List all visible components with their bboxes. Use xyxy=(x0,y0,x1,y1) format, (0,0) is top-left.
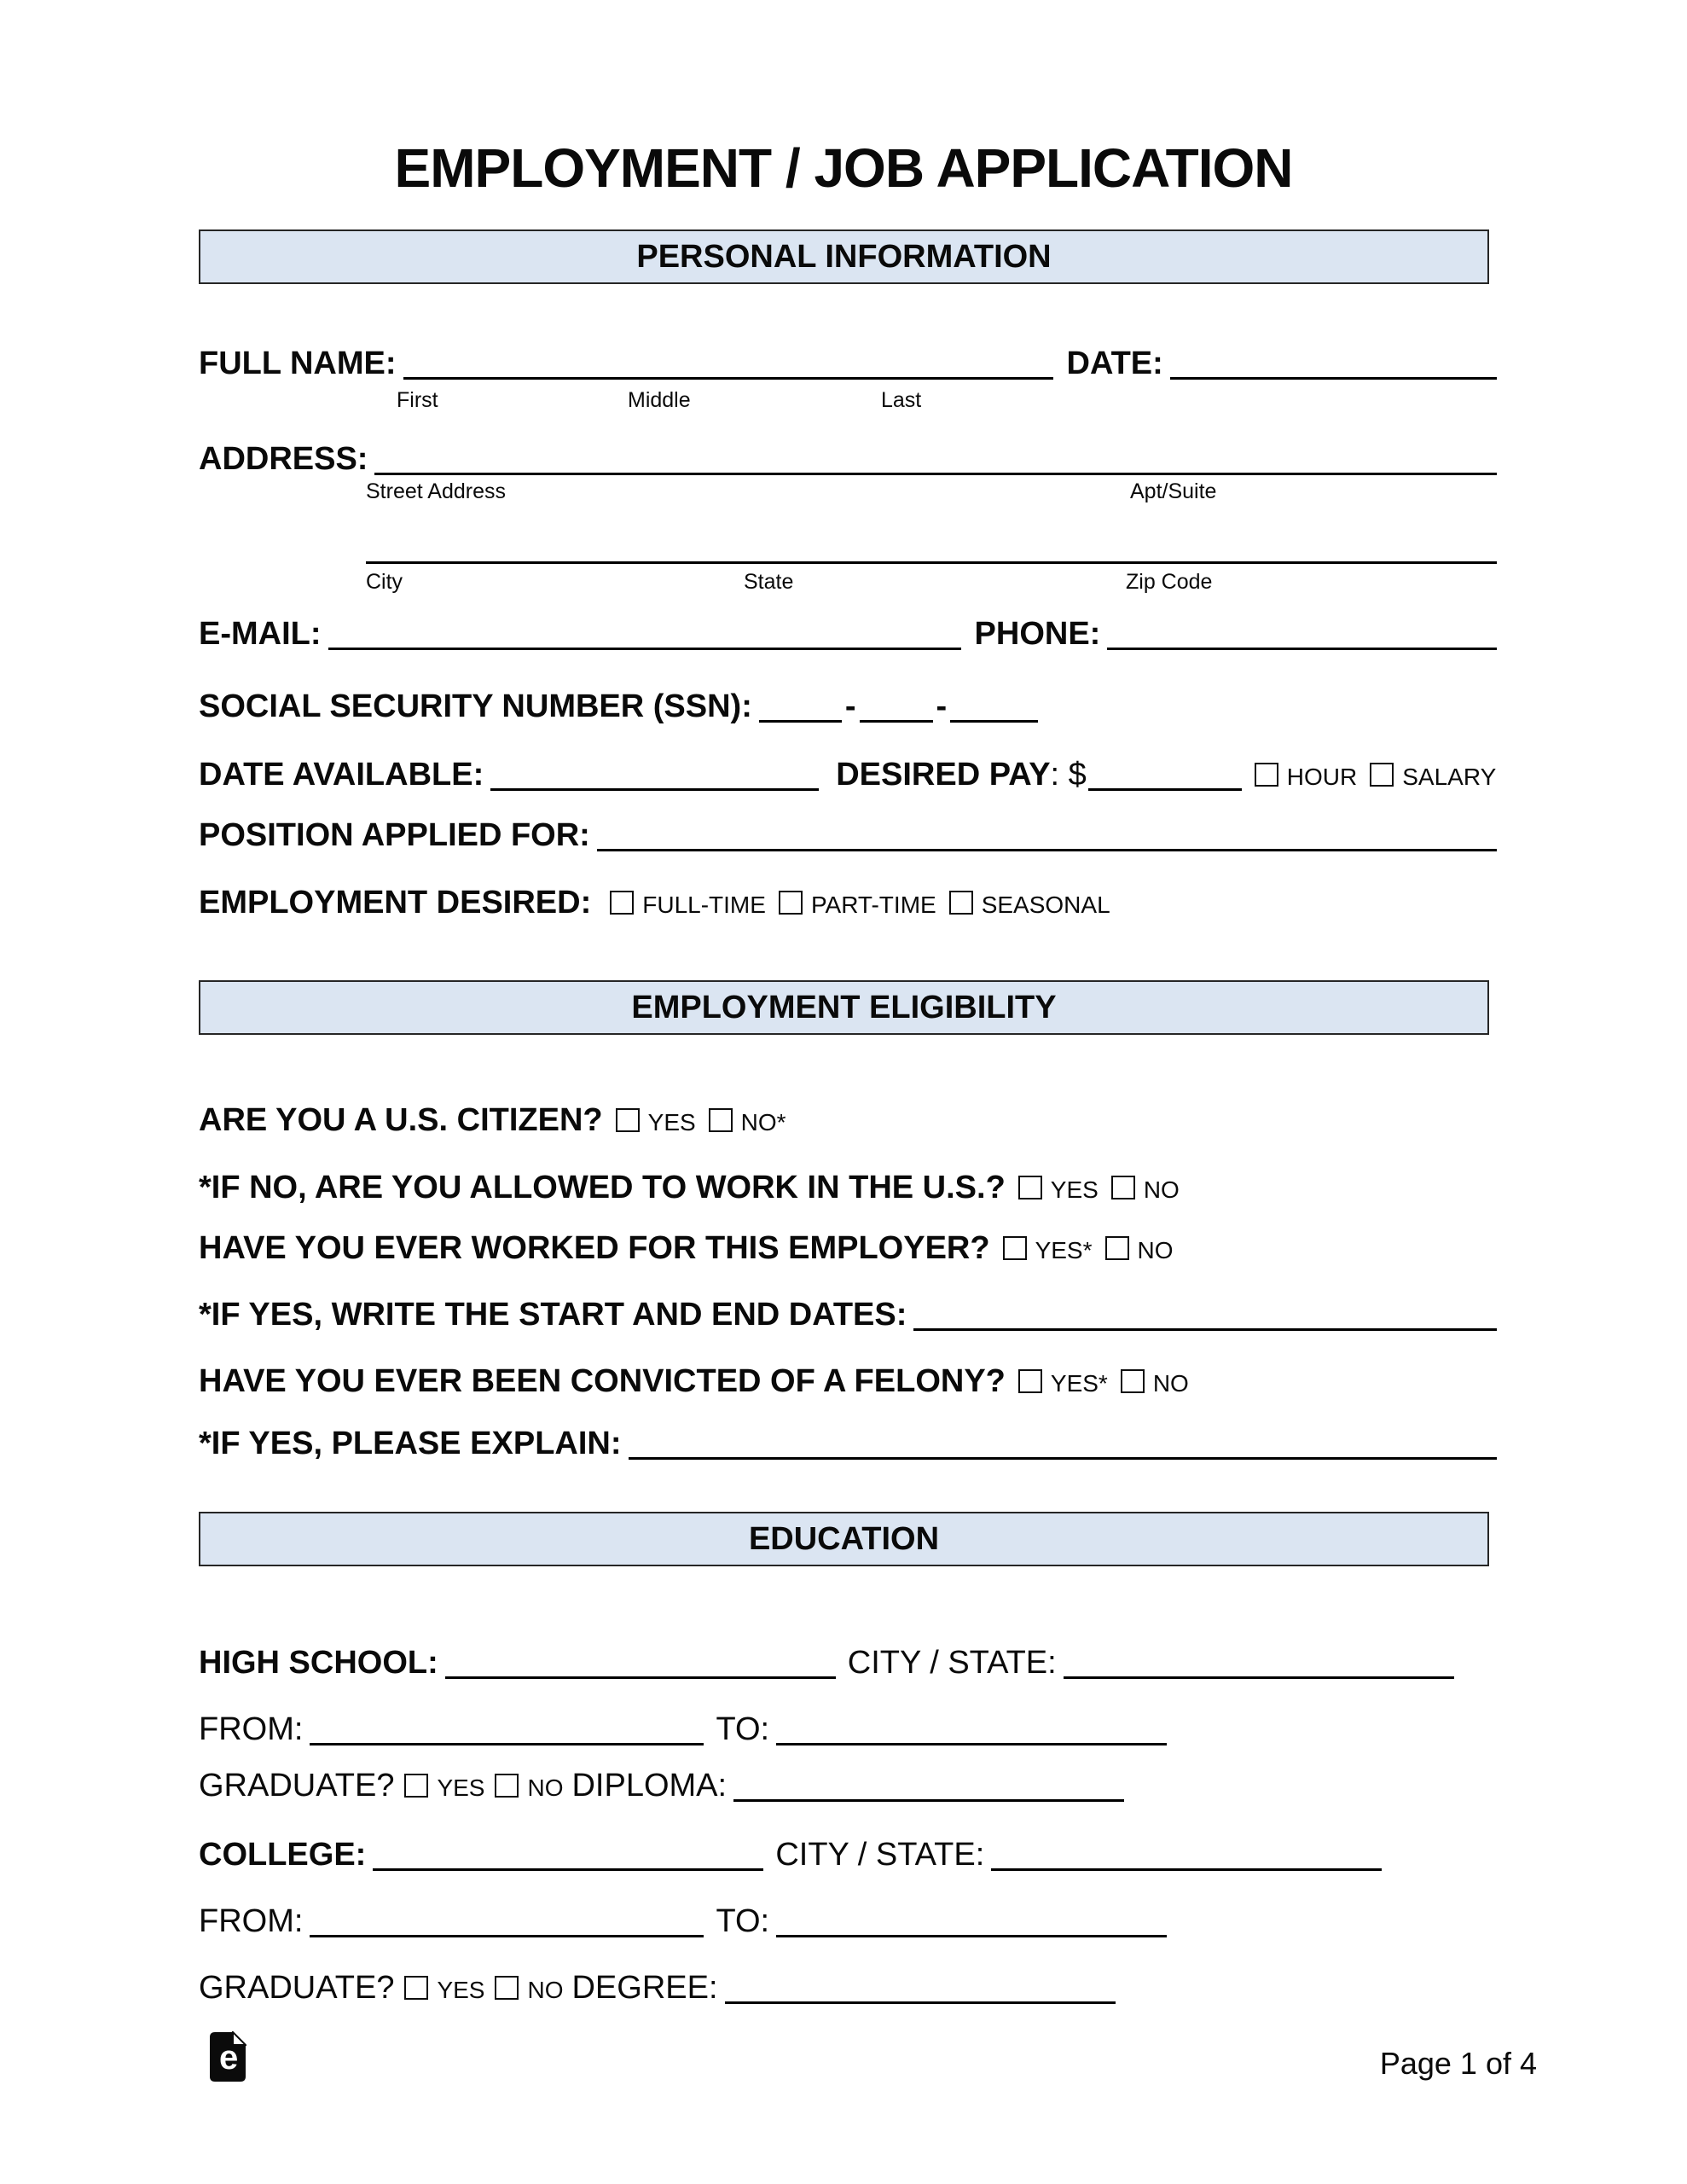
street-address-sublabel: Street Address xyxy=(366,479,506,503)
phone-input[interactable] xyxy=(1107,648,1497,650)
high-school-name-input[interactable] xyxy=(445,1676,836,1679)
address-label: ADDRESS: xyxy=(199,441,368,477)
svg-text:e: e xyxy=(219,2039,239,2077)
allowed-no-checkbox[interactable] xyxy=(1111,1176,1135,1199)
college-to-label: TO: xyxy=(716,1903,770,1939)
page-number: Page 1 of 4 xyxy=(1379,2046,1537,2081)
middle-sublabel: Middle xyxy=(628,388,691,412)
allowed-to-work-row xyxy=(199,1169,1180,1209)
felony-explain-label: *IF YES, PLEASE EXPLAIN: xyxy=(199,1426,622,1461)
ssn-label: SOCIAL SECURITY NUMBER (SSN): xyxy=(199,688,752,724)
desired-pay-label: DESIRED PAY xyxy=(836,757,1051,793)
salary-checkbox[interactable] xyxy=(1370,763,1394,787)
position-row xyxy=(199,816,1497,854)
worked-no-label: NO xyxy=(1137,1237,1174,1263)
hour-checkbox-label: HOUR xyxy=(1286,764,1358,790)
hs-from-to-row xyxy=(199,1711,1167,1748)
date-label: DATE: xyxy=(1066,346,1163,381)
seasonal-checkbox[interactable] xyxy=(949,891,973,915)
part-time-checkbox-label: PART-TIME xyxy=(810,892,936,918)
full-name-row xyxy=(199,345,1497,382)
employment-desired-label: EMPLOYMENT DESIRED: xyxy=(199,885,592,921)
worked-yes-checkbox[interactable] xyxy=(1003,1236,1027,1260)
college-graduate-label: GRADUATE? xyxy=(199,1970,395,2006)
college-row xyxy=(199,1836,1382,1873)
hs-to-input[interactable] xyxy=(776,1743,1167,1745)
hs-graduate-no-label: NO xyxy=(527,1774,564,1801)
date-available-pay-row xyxy=(199,756,1496,796)
worked-no-checkbox[interactable] xyxy=(1105,1236,1129,1260)
last-sublabel: Last xyxy=(881,388,922,412)
felony-no-label: NO xyxy=(1152,1370,1189,1397)
date-input[interactable] xyxy=(1170,377,1497,380)
hs-graduate-row xyxy=(199,1767,1124,1807)
college-label: COLLEGE: xyxy=(199,1837,367,1873)
citizen-yes-label: YES xyxy=(647,1109,696,1136)
date-available-input[interactable] xyxy=(490,788,819,791)
full-name-label: FULL NAME: xyxy=(199,346,397,381)
felony-yes-checkbox[interactable] xyxy=(1018,1369,1042,1393)
ssn-part1-input[interactable] xyxy=(759,720,842,723)
date-available-label: DATE AVAILABLE: xyxy=(199,757,484,793)
employment-desired-row xyxy=(199,884,1110,924)
apt-suite-sublabel: Apt/Suite xyxy=(1130,479,1217,503)
city-sublabel: City xyxy=(366,570,403,594)
address-row xyxy=(199,440,1497,478)
felony-explain-input[interactable] xyxy=(629,1457,1497,1460)
ssn-part2-input[interactable] xyxy=(860,720,933,723)
first-sublabel: First xyxy=(397,388,438,412)
college-from-to-row xyxy=(199,1902,1167,1940)
allowed-yes-checkbox[interactable] xyxy=(1018,1176,1042,1199)
eforms-logo-icon xyxy=(209,2031,246,2082)
hs-graduate-no-checkbox[interactable] xyxy=(495,1774,519,1798)
citizen-no-checkbox[interactable] xyxy=(709,1108,733,1132)
worked-yes-label: YES* xyxy=(1035,1237,1093,1263)
part-time-checkbox[interactable] xyxy=(779,891,803,915)
hs-city-state-input[interactable] xyxy=(1064,1676,1454,1679)
hs-graduate-yes-label: YES xyxy=(437,1774,485,1801)
felony-question-label: HAVE YOU EVER BEEN CONVICTED OF A FELONY? xyxy=(199,1363,1006,1399)
citizen-question-row xyxy=(199,1101,786,1141)
start-end-dates-row xyxy=(199,1296,1497,1333)
desired-pay-suffix: : $ xyxy=(1050,757,1087,793)
page-title: EMPLOYMENT / JOB APPLICATION xyxy=(394,137,1293,199)
hs-city-state-label: CITY / STATE: xyxy=(847,1645,1057,1681)
full-time-checkbox[interactable] xyxy=(610,891,634,915)
desired-pay-input[interactable] xyxy=(1088,788,1242,791)
zip-code-sublabel: Zip Code xyxy=(1126,570,1213,594)
full-name-input[interactable] xyxy=(403,377,1053,380)
hs-graduate-yes-checkbox[interactable] xyxy=(404,1774,428,1798)
allowed-yes-label: YES xyxy=(1050,1176,1099,1203)
hour-checkbox[interactable] xyxy=(1255,763,1278,787)
section-header-employment-eligibility: EMPLOYMENT ELIGIBILITY xyxy=(199,980,1489,1035)
seasonal-checkbox-label: SEASONAL xyxy=(981,892,1110,918)
college-from-label: FROM: xyxy=(199,1903,304,1939)
salary-checkbox-label: SALARY xyxy=(1402,764,1497,790)
street-address-input[interactable] xyxy=(374,473,1497,475)
degree-label: DEGREE: xyxy=(571,1970,718,2006)
college-name-input[interactable] xyxy=(373,1868,763,1871)
email-input[interactable] xyxy=(328,648,961,650)
worked-before-label: HAVE YOU EVER WORKED FOR THIS EMPLOYER? xyxy=(199,1230,990,1266)
college-city-state-input[interactable] xyxy=(991,1868,1382,1871)
college-graduate-yes-checkbox[interactable] xyxy=(404,1976,428,2000)
start-end-dates-label: *IF YES, WRITE THE START AND END DATES: xyxy=(199,1297,907,1333)
high-school-label: HIGH SCHOOL: xyxy=(199,1645,438,1681)
college-city-state-label: CITY / STATE: xyxy=(775,1837,985,1873)
felony-question-row xyxy=(199,1362,1189,1403)
full-time-checkbox-label: FULL-TIME xyxy=(642,892,766,918)
college-graduate-yes-label: YES xyxy=(437,1977,485,2003)
citizen-no-label: NO* xyxy=(740,1109,786,1136)
ssn-separator-1: - xyxy=(844,688,856,724)
position-applied-input[interactable] xyxy=(597,849,1497,851)
college-graduate-no-label: NO xyxy=(527,1977,564,2003)
college-graduate-no-checkbox[interactable] xyxy=(495,1976,519,2000)
diploma-input[interactable] xyxy=(733,1799,1124,1802)
felony-explain-row xyxy=(199,1425,1497,1462)
felony-yes-label: YES* xyxy=(1050,1370,1108,1397)
state-sublabel: State xyxy=(744,570,794,594)
hs-graduate-label: GRADUATE? xyxy=(199,1768,395,1804)
college-from-input[interactable] xyxy=(310,1935,704,1937)
felony-no-checkbox[interactable] xyxy=(1121,1369,1145,1393)
ssn-row xyxy=(199,688,1038,725)
degree-input[interactable] xyxy=(725,2001,1116,2004)
section-header-education: EDUCATION xyxy=(199,1512,1489,1566)
college-graduate-row xyxy=(199,1969,1116,2009)
hs-to-label: TO: xyxy=(716,1711,770,1747)
hs-from-label: FROM: xyxy=(199,1711,304,1747)
citizen-question-label: ARE YOU A U.S. CITIZEN? xyxy=(199,1102,603,1138)
high-school-row xyxy=(199,1644,1454,1682)
allowed-to-work-label: *IF NO, ARE YOU ALLOWED TO WORK IN THE U.S.? xyxy=(199,1170,1006,1205)
worked-before-row xyxy=(199,1229,1174,1269)
allowed-no-label: NO xyxy=(1143,1176,1180,1203)
section-header-personal-information: PERSONAL INFORMATION xyxy=(199,229,1489,284)
email-label: E-MAIL: xyxy=(199,616,322,652)
start-end-dates-input[interactable] xyxy=(913,1328,1497,1331)
diploma-label: DIPLOMA: xyxy=(571,1768,728,1804)
position-applied-label: POSITION APPLIED FOR: xyxy=(199,817,590,853)
email-phone-row xyxy=(199,615,1497,653)
phone-label: PHONE: xyxy=(974,616,1101,652)
hs-from-input[interactable] xyxy=(310,1743,704,1745)
ssn-separator-2: - xyxy=(936,688,948,724)
ssn-part3-input[interactable] xyxy=(950,720,1038,723)
address-line2-input[interactable] xyxy=(366,561,1497,564)
citizen-yes-checkbox[interactable] xyxy=(616,1108,640,1132)
college-to-input[interactable] xyxy=(776,1935,1167,1937)
